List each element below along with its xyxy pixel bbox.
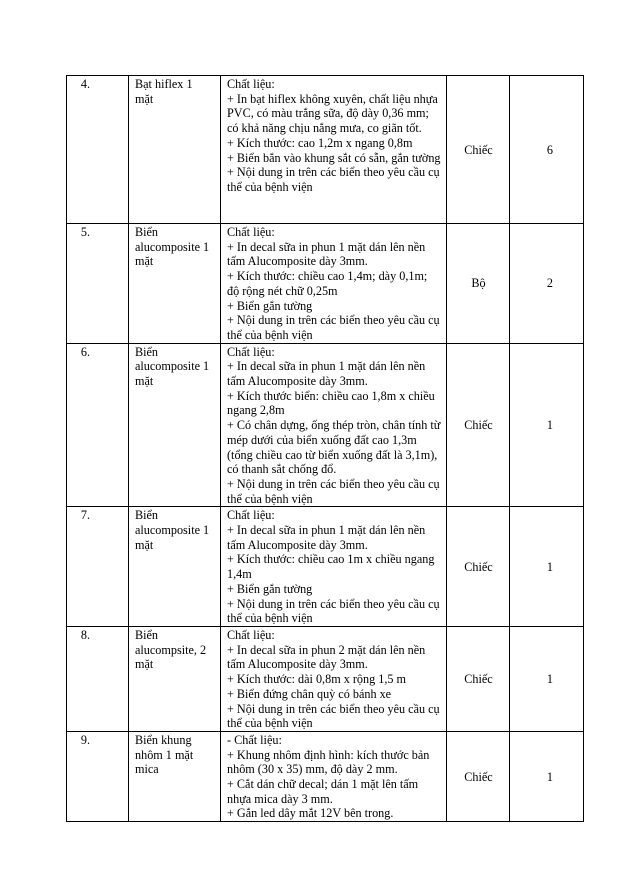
spec-line: + In decal sữa in phun 1 mặt dán lên nền tấm Alucomposite dày 3mm. (227, 359, 426, 389)
item-name-line: Biển (135, 508, 159, 523)
spec-line: - Chất liệu: (227, 732, 282, 747)
spec-line: + Biển đứng chân quỳ có bánh xe (227, 686, 392, 701)
item-name-line: alucompsite, 2 (135, 642, 207, 657)
item-name-line: mica (135, 762, 159, 777)
item-specification (221, 76, 447, 224)
table-row (67, 224, 584, 344)
table-row (67, 731, 584, 821)
item-specification (221, 224, 447, 344)
spec-line: + Kích thước: dài 0,8m x rộng 1,5 m (227, 672, 407, 687)
item-name (129, 76, 221, 224)
item-name-line: mặt (135, 537, 154, 552)
spec-line: + Nội dung in trên các biển theo yêu cầu cụ thể của bệnh viện (227, 701, 440, 731)
item-name (129, 224, 221, 344)
spec-line: + Nội dung in trên các biển theo yêu cầu cụ thể của bệnh viện (227, 165, 440, 194)
spec-line: + Biển bắn vào khung sắt có sẵn, gắn tường (227, 150, 441, 165)
item-quantity: 2 (510, 224, 584, 344)
item-name-line: Bạt hiflex 1 (135, 77, 193, 91)
spec-line: Chất liệu: (227, 508, 275, 523)
item-name (129, 507, 221, 627)
spec-line: + Biển gắn tường (227, 581, 313, 596)
table-row (67, 507, 584, 627)
item-quantity: 6 (510, 76, 584, 224)
spec-line: + In bạt hiflex không xuyên, chất liệu nhựa PVC, có màu trắng sữa, độ dày 0,36 mm; có khả năng chịu nắng mưa, co giãn tốt. (227, 91, 438, 136)
spec-line: + Cắt dán chữ decal; dán 1 mặt lên tấm nhựa mica dày 3 mm. (227, 777, 419, 806)
item-unit: Chiếc (447, 76, 510, 224)
item-name-line: mặt (135, 374, 154, 389)
spec-line: + Nội dung in trên các biển theo yêu cầu cụ thể của bệnh viện (227, 313, 440, 342)
item-specification (221, 343, 447, 507)
items-table (66, 75, 584, 822)
item-name-line: alucomposite 1 (135, 359, 210, 374)
item-quantity: 1 (510, 343, 584, 507)
item-name (129, 731, 221, 821)
spec-line: + Kích thước biển: chiều cao 1,8m x chiều ngang 2,8m (227, 388, 435, 418)
spec-line: + Gắn led dây mắt 12V bên trong. (227, 806, 394, 821)
item-unit: Chiếc (447, 626, 510, 731)
item-name-line: mặt (135, 254, 154, 269)
item-name-line: mặt (135, 657, 154, 672)
item-unit: Chiếc (447, 507, 510, 627)
table-row (67, 626, 584, 731)
spec-line: + In decal sữa in phun 1 mặt dán lên nền tấm Alucomposite dày 3mm. (227, 523, 426, 552)
item-quantity: 1 (510, 626, 584, 731)
item-specification (221, 731, 447, 821)
spec-line: + Biển gắn tường (227, 298, 313, 313)
item-specification (221, 626, 447, 731)
spec-line: + Kích thước: chiều cao 1m x chiều ngang 1,4m (227, 552, 435, 582)
spec-line: Chất liệu: (227, 77, 275, 91)
spec-line: + Nội dung in trên các biển theo yêu cầu cụ thể của bệnh viện (227, 476, 440, 506)
table-row (67, 343, 584, 507)
item-name-line: Biển (135, 225, 159, 239)
item-name-line: mặt (135, 91, 154, 106)
item-name-line: alucomposite 1 (135, 523, 210, 538)
item-unit: Chiếc (447, 343, 510, 507)
spec-line: + Nội dung in trên các biển theo yêu cầu cụ thể của bệnh viện (227, 596, 440, 626)
spec-line: Chất liệu: (227, 344, 275, 359)
row-number: 5. (67, 224, 129, 344)
item-name-line: Biển (135, 627, 159, 642)
spec-line: + Khung nhôm định hình: kích thước bản nhôm (30 x 35) mm, độ dày 2 mm. (227, 747, 430, 777)
row-number: 7. (67, 507, 129, 627)
item-quantity: 1 (510, 507, 584, 627)
spec-line: + Có chân dựng, ống thép tròn, chân tính từ mép dưới của biển xuống đất cao 1,3m (tổng chiều cao từ biển xuống đất là 3,1m), có thanh sắt chống đổ. (227, 418, 441, 477)
row-number: 4. (67, 76, 129, 224)
item-unit: Chiếc (447, 731, 510, 821)
item-name-line: Biển khung (135, 732, 192, 747)
item-name (129, 626, 221, 731)
spec-line: Chất liệu: (227, 225, 275, 239)
spec-line: + In decal sữa in phun 2 mặt dán lên nền tấm Alucomposite dày 3mm. (227, 642, 426, 672)
item-specification (221, 507, 447, 627)
item-unit: Bộ (447, 224, 510, 344)
item-name-line: alucomposite 1 (135, 239, 210, 254)
item-name (129, 343, 221, 507)
row-number: 8. (67, 626, 129, 731)
item-name-line: Biển (135, 344, 159, 359)
item-quantity: 1 (510, 731, 584, 821)
spec-line: + In decal sữa in phun 1 mặt dán lên nền tấm Alucomposite dày 3mm. (227, 239, 426, 269)
spec-line: Chất liệu: (227, 627, 275, 642)
row-number: 9. (67, 731, 129, 821)
spec-line: + Kích thước: cao 1,2m x ngang 0,8m (227, 135, 413, 150)
row-number: 6. (67, 343, 129, 507)
table-row (67, 76, 584, 224)
spec-line: + Kích thước: chiều cao 1,4m; dày 0,1m; độ rộng nét chữ 0,25m (227, 269, 428, 298)
item-name-line: nhôm 1 mặt (135, 747, 194, 762)
